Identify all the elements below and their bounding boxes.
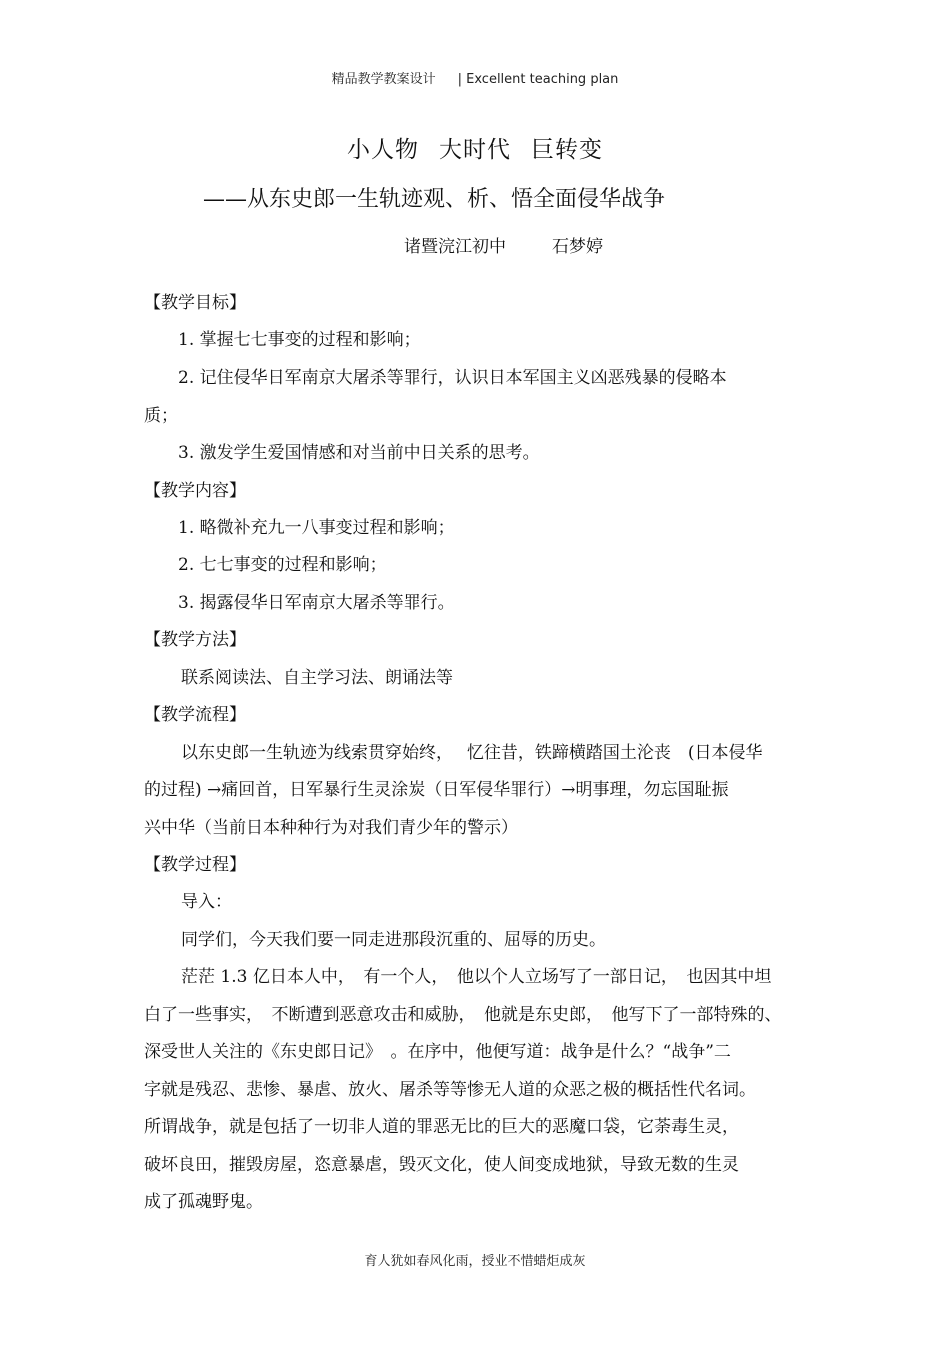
content-item-1: 1. 略微补充九一八事变过程和影响； [178,518,455,538]
goal-item-2-line-1: 2. 记住侵华日军南京大屠杀等罪行，认识日本军国主义凶恶残暴的侵略本 [178,368,727,388]
document-subtitle: ——从东史郎一生轨迹观、析、悟全面侵华战争 [203,187,666,212]
method-text: 联系阅读法、自主学习法、朗诵法等 [181,668,453,688]
page-footer: 育人犹如春风化雨，授业不惜蜡炬成灰 [364,1254,586,1269]
process-paragraph-2-line-3: 深受世人关注的《东史郎日记》 。在序中，他便写道：战争是什么？“战争”二 [144,1042,731,1062]
content-item-3: 3. 揭露侵华日军南京大屠杀等罪行。 [178,593,455,613]
header-right-text: | Excellent teaching plan [457,72,619,87]
goal-item-2-line-2: 质； [144,406,178,426]
header-left-text: 精品教学教案设计 [331,72,436,87]
flow-heading: 【教学流程】 [144,705,246,725]
process-paragraph-2-line-6: 破坏良田，摧毁房屋，恣意暴虐，毁灭文化，使人间变成地狱，导致无数的生灵 [144,1155,739,1175]
page-header [0,68,950,87]
title-part-1: 小人物 [347,137,419,163]
author-school: 诸暨浣江初中 [404,237,506,257]
goals-heading: 【教学目标】 [144,293,246,313]
document-title [0,131,950,164]
content-heading: 【教学内容】 [144,481,246,501]
title-part-2: 大时代 [439,137,511,163]
author-name: 石梦婷 [552,237,603,257]
goal-item-1: 1. 掌握七七事变的过程和影响； [178,330,421,350]
method-heading: 【教学方法】 [144,630,246,650]
title-part-3: 巨转变 [531,137,603,163]
author-line [404,232,603,257]
goal-item-3: 3. 激发学生爱国情感和对当前中日关系的思考。 [178,443,540,463]
content-item-2: 2. 七七事变的过程和影响； [178,555,387,575]
process-paragraph-2-line-7: 成了孤魂野鬼。 [144,1192,263,1212]
flow-line-3: 兴中华（当前日本种种行为对我们青少年的警示） [144,818,518,838]
process-heading: 【教学过程】 [144,855,246,875]
flow-line-2: 的过程) →痛回首，日军暴行生灵涂炭（日军侵华罪行）→明事理，勿忘国耻振 [144,780,729,800]
process-paragraph-1: 同学们，今天我们要一同走进那段沉重的、屈辱的历史。 [181,930,606,950]
process-paragraph-2-line-2: 白了一些事实， 不断遭到恶意攻击和威胁， 他就是东史郎， 他写下了一部特殊的、 [144,1005,782,1025]
process-intro: 导入： [181,892,232,912]
flow-line-1: 以东史郎一生轨迹为线索贯穿始终， 忆往昔，铁蹄横踏国土沦丧 (日本侵华 [181,743,763,763]
process-paragraph-2-line-4: 字就是残忍、悲惨、暴虐、放火、屠杀等等惨无人道的众恶之极的概括性代名词。 [144,1080,756,1100]
process-paragraph-2-line-5: 所谓战争，就是包括了一切非人道的罪恶无比的巨大的恶魔口袋，它荼毒生灵， [144,1117,739,1137]
process-paragraph-2-line-1: 茫茫 1.3 亿日本人中， 有一个人， 他以个人立场写了一部日记， 也因其中坦 [181,967,772,987]
